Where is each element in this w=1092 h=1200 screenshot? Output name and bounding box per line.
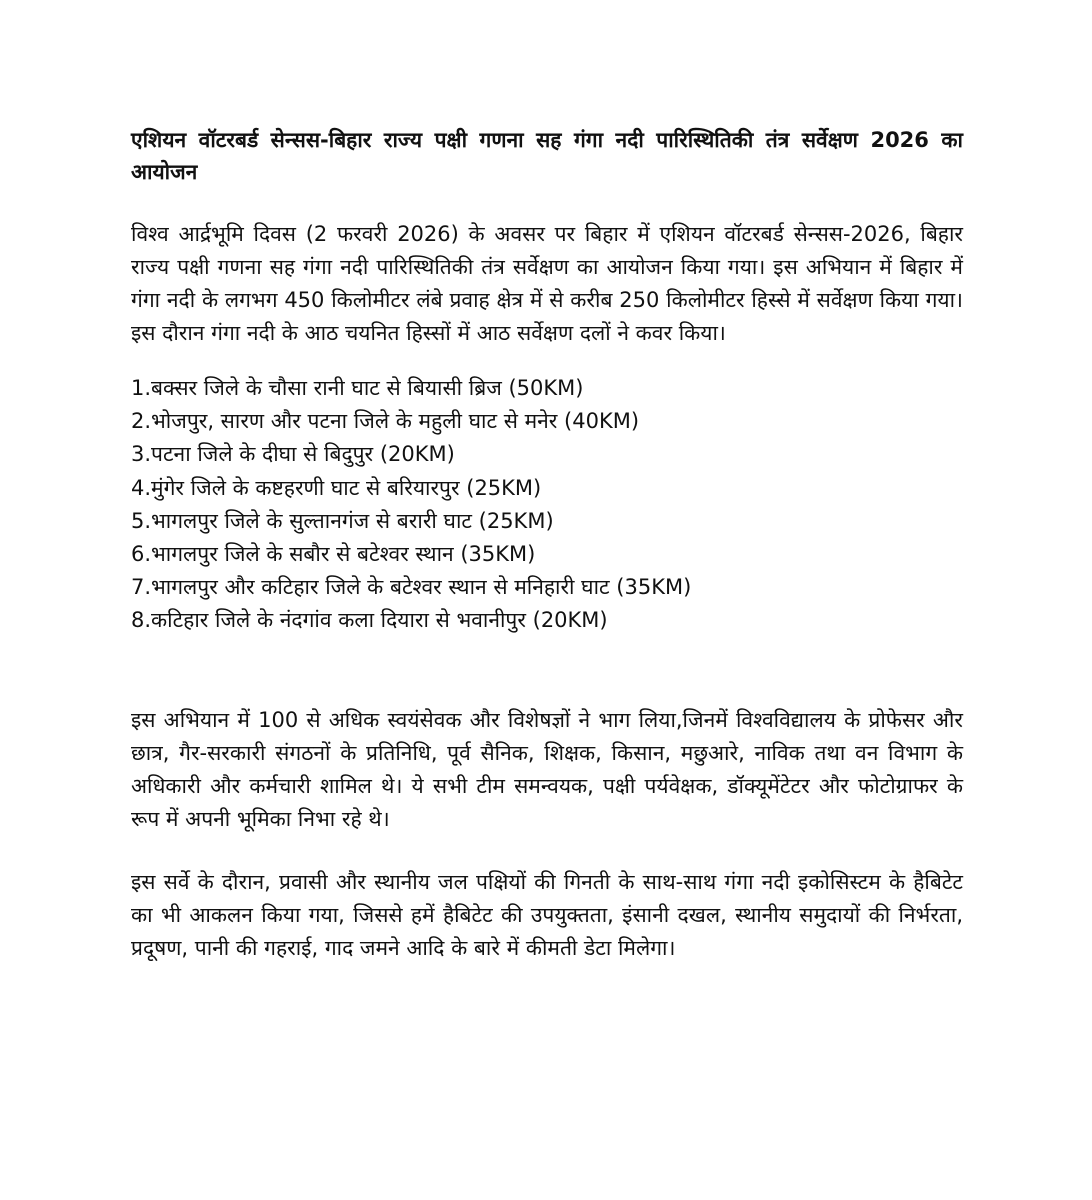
list-item: 3.पटना जिले के दीघा से बिदुपुर (20KM): [131, 442, 455, 467]
title-text: एशियन वॉटरबर्ड सेन्सस-बिहार राज्य पक्षी गणना सह गंगा नदी पारिस्थितिकी तंत्र सर्वेक्षण: [131, 128, 871, 152]
intro-paragraph: विश्व आर्द्रभूमि दिवस (2 फरवरी 2026) के अवसर पर बिहार में एशियन वॉटरबर्ड सेन्सस-2026, बिहार राज्य पक्षी गणना सह गंगा नदी पारिस्थितिकी तंत्र सर्वेक्षण का आयोजन किया गया। इस अभियान में बिहार में गंगा नदी के लगभग 450 किलोमीटर लंबे प्रवाह क्षेत्र में से करीब 250 किलोमीटर हिस्से में सर्वेक्षण किया गया। इस दौरान गंगा नदी के आठ चयनित हिस्सों में आठ सर्वेक्षण दलों ने कवर किया।: [131, 222, 963, 345]
list-item: 7.भागलपुर और कटिहार जिले के बटेश्वर स्थान से मनिहारी घाट (35KM): [131, 575, 692, 600]
document-title: [131, 124, 963, 188]
title-suffix: का आयोजन: [131, 128, 963, 184]
list-item: 1.बक्सर जिले के चौसा रानी घाट से बियासी ब्रिज (50KM): [131, 376, 584, 400]
habitat-paragraph: इस सर्वे के दौरान, प्रवासी और स्थानीय जल पक्षियों की गिनती के साथ-साथ गंगा नदी इकोसिस्टम के हैबिटेट का भी आकलन किया गया, जिससे हमें हैबिटेट की उपयुक्तता, इंसानी दखल, स्थानीय समुदायों की निर्भरता, प्रदूषण, पानी की गहराई, गाद जमने आदि के बारे में कीमती डेटा मिलेगा।: [131, 869, 963, 960]
list-item: 4.मुंगेर जिले के कष्टहरणी घाट से बरियारपुर (25KM): [131, 475, 542, 500]
list-item: 6.भागलपुर जिले के सबौर से बटेश्वर स्थान (35KM): [131, 542, 536, 567]
list-item: 5.भागलपुर जिले के सुल्तानगंज से बरारी घाट (25KM): [131, 508, 554, 533]
survey-sections-list: [131, 372, 963, 638]
document-page: [131, 124, 963, 965]
participants-paragraph: इस अभियान में 100 से अधिक स्वयंसेवक और विशेषज्ञों ने भाग लिया,जिनमें विश्वविद्यालय के प्रोफेसर और छात्र, गैर-सरकारी संगठनों के प्रतिनिधि, पूर्व सैनिक, शिक्षक, किसान, मछुआरे, नाविक तथा वन विभाग के अधिकारी और कर्मचारी शामिल थे। ये सभी टीम समन्वयक, पक्षी पर्यवेक्षक, डॉक्यूमेंटेटर और फोटोग्राफर के रूप में अपनी भूमिका निभा रहे थे।: [131, 707, 963, 831]
title-year: 2026: [870, 128, 929, 152]
list-item: 2.भोजपुर, सारण और पटना जिले के महुली घाट से मनेर (40KM): [131, 409, 640, 434]
list-item: 8.कटिहार जिले के नंदगांव कला दियारा से भवानीपुर (20KM): [131, 608, 608, 633]
